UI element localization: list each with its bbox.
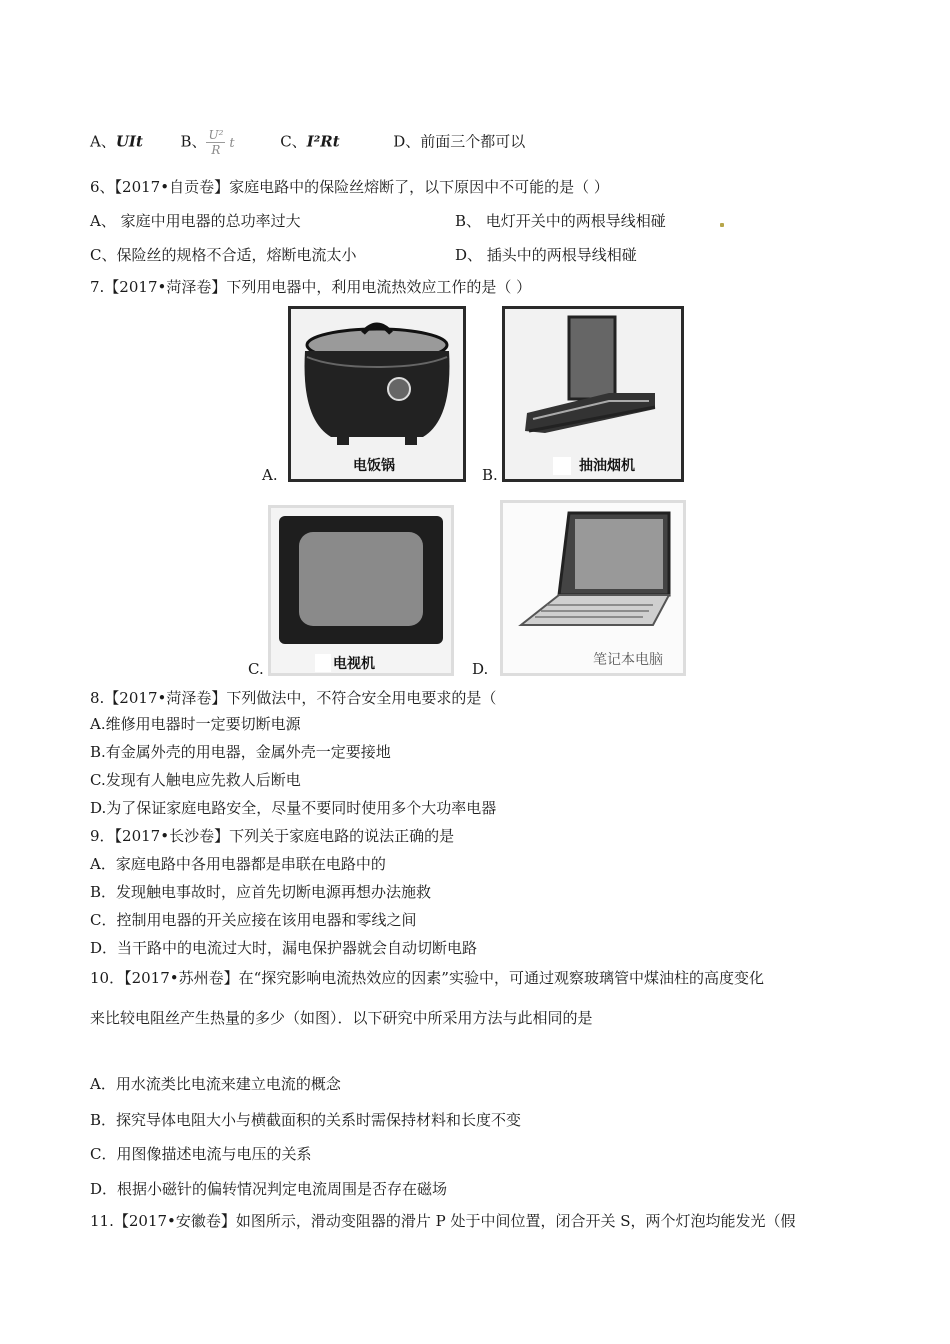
q5-option-b-t: t xyxy=(229,135,235,151)
range-hood-icon xyxy=(505,309,681,479)
q9-stem: 9．【2017•长沙卷】下列关于家庭电路的说法正确的是 xyxy=(90,827,455,845)
q10-stem-line2: 来比较电阻丝产生热量的多少（如图）．以下研究中所采用方法与此相同的是 xyxy=(90,1009,593,1027)
q6-stem: 6、【2017•自贡卷】家庭电路中的保险丝熔断了，以下原因中不可能的是（ ） xyxy=(90,178,609,196)
q5-option-b-denominator: R xyxy=(211,143,221,157)
q8-option-a: A.维修用电器时一定要切断电源 xyxy=(90,715,301,733)
white-patch xyxy=(553,457,571,475)
q9-option-a: A．家庭电路中各用电器都是串联在电路中的 xyxy=(90,855,386,873)
figure-laptop xyxy=(500,500,686,676)
q11-stem: 11.【2017•安徽卷】如图所示，滑动变阻器的滑片 P 处于中间位置，闭合开关 S，两个灯泡均能发光（假 xyxy=(90,1212,796,1230)
stray-mark xyxy=(720,223,724,227)
figure-caption-laptop: 笔记本电脑 xyxy=(593,652,663,668)
figure-caption-range-hood: 抽油烟机 xyxy=(579,458,635,474)
q6-option-a: A、 家庭中用电器的总功率过大 xyxy=(90,212,301,230)
figure-television xyxy=(268,505,454,676)
q5-options xyxy=(90,128,525,157)
q8-option-d: D.为了保证家庭电路安全，尽量不要同时使用多个大功率电器 xyxy=(90,799,497,817)
q5-option-c-expr: I²Rt xyxy=(306,132,340,151)
television-icon xyxy=(271,508,451,648)
q8-option-b: B.有金属外壳的用电器，金属外壳一定要接地 xyxy=(90,743,391,761)
q5-option-b-fraction xyxy=(206,128,225,157)
q5-option-b-numerator: U² xyxy=(208,128,224,142)
q9-option-d: D．当干路中的电流过大时，漏电保护器就会自动切断电路 xyxy=(90,939,478,957)
q5-option-d: D、前面三个都可以 xyxy=(393,132,526,151)
q6-option-b: B、 电灯开关中的两根导线相碰 xyxy=(455,212,666,230)
q10-option-a: A．用水流类比电流来建立电流的概念 xyxy=(90,1075,341,1093)
figure-caption-television: 电视机 xyxy=(333,656,375,672)
q7-label-a: A. xyxy=(262,466,278,484)
q7-label-c: C. xyxy=(248,660,264,678)
q10-option-c: C．用图像描述电流与电压的关系 xyxy=(90,1145,312,1163)
q6-option-c: C、保险丝的规格不合适，熔断电流太小 xyxy=(90,246,357,264)
q5-option-a-prefix: A、 xyxy=(90,132,116,151)
q9-option-c: C．控制用电器的开关应接在该用电器和零线之间 xyxy=(90,911,417,929)
q10-stem-line1: 10．【2017•苏州卷】在“探究影响电流热效应的因素”实验中，可通过观察玻璃管中煤油柱的高度变化 xyxy=(90,969,764,987)
q10-option-d: D．根据小磁针的偏转情况判定电流周围是否存在磁场 xyxy=(90,1180,448,1198)
q7-label-d: D. xyxy=(472,660,489,678)
q5-option-a-expr: UIt xyxy=(115,132,143,151)
white-patch xyxy=(315,654,331,672)
figure-range-hood xyxy=(502,306,684,482)
figure-rice-cooker xyxy=(288,306,466,482)
q7-stem: 7.【2017•菏泽卷】下列用电器中，利用电流热效应工作的是（ ） xyxy=(90,278,532,296)
q10-option-b: B．探究导体电阻大小与横截面积的关系时需保持材料和长度不变 xyxy=(90,1111,522,1129)
q9-option-b: B．发现触电事故时，应首先切断电源再想办法施救 xyxy=(90,883,432,901)
q6-option-d: D、 插头中的两根导线相碰 xyxy=(455,246,637,264)
q5-option-b-prefix: B、 xyxy=(180,132,207,151)
q7-label-b: B. xyxy=(482,466,498,484)
laptop-icon xyxy=(503,503,683,643)
q5-option-c-prefix: C、 xyxy=(280,132,307,151)
figure-caption-rice-cooker: 电饭锅 xyxy=(353,458,395,474)
rice-cooker-icon xyxy=(291,309,463,479)
q8-option-c: C.发现有人触电应先救人后断电 xyxy=(90,771,301,789)
q8-stem: 8.【2017•菏泽卷】下列做法中，不符合安全用电要求的是（ xyxy=(90,689,497,707)
